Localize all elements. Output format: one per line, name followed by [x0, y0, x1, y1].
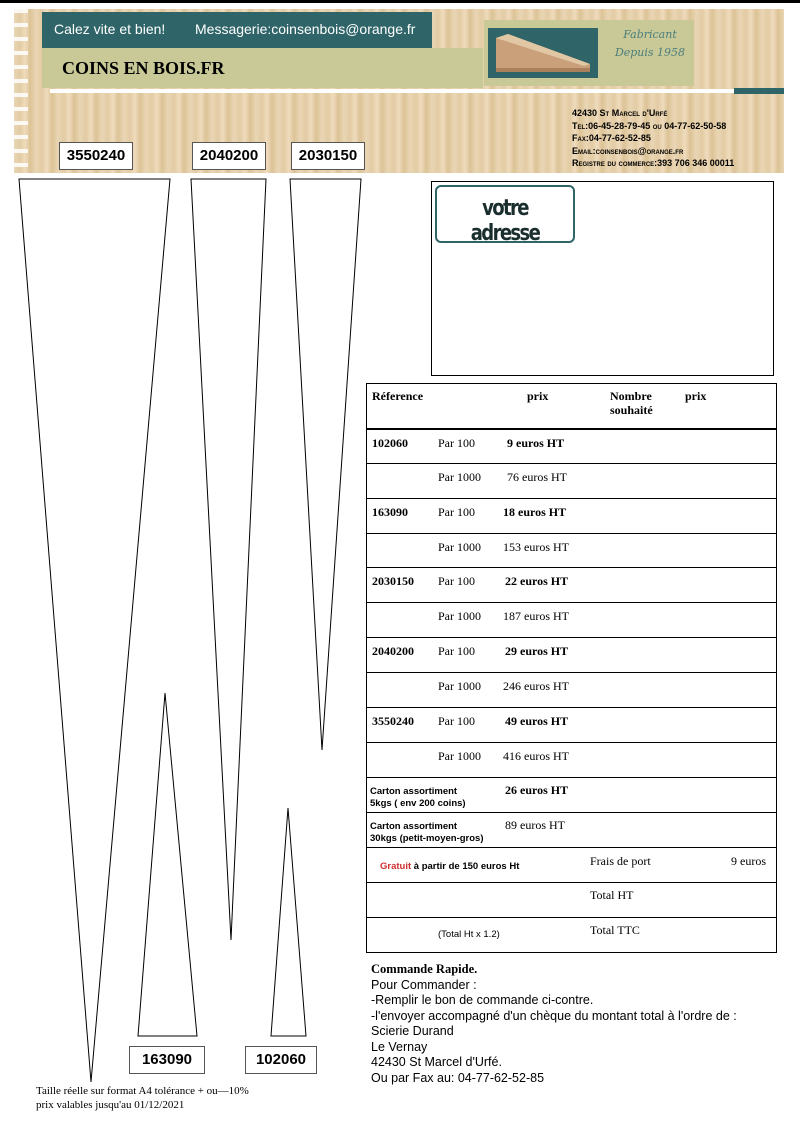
wedge-2040200 [191, 179, 266, 940]
total-ht-row [367, 882, 776, 902]
carton-small-label [370, 786, 466, 810]
row-qty: Par 1000 [438, 679, 481, 693]
wedge-2030150 [290, 179, 361, 750]
address-badge [435, 185, 575, 246]
header-prix: prix [527, 389, 549, 403]
row-ref: 3550240 [372, 714, 414, 728]
email-link[interactable]: Messagerie:coinsenbois@orange.fr [195, 21, 416, 37]
instruction-line: Le Vernay [371, 1039, 428, 1054]
instruction-line: Pour Commander : [371, 977, 477, 992]
table-row[interactable] [367, 672, 776, 693]
total-ttc-label: Total TTC [590, 923, 640, 937]
table-row[interactable] [367, 463, 776, 484]
contact-address: 42430 St Marcel d'Urfé [572, 108, 668, 118]
row-qty: Par 100 [438, 574, 475, 588]
carton-large-label-2: 30kgs (petit-moyen-gros) [370, 833, 484, 844]
row-qty: Par 1000 [438, 470, 481, 484]
contact-fax: Fax:04-77-62-52-85 [572, 133, 651, 143]
price-validity-note: prix valables jusqu'au 01/12/2021 [36, 1099, 185, 1111]
carton-small-label-1: Carton assortiment [370, 786, 458, 797]
carton-large-row[interactable] [367, 812, 776, 847]
row-qty: Par 1000 [438, 540, 481, 554]
row-qty: Par 100 [438, 714, 475, 728]
table-row[interactable] [367, 533, 776, 554]
shipping-label: Frais de port [590, 854, 651, 868]
header-prix-total: prix [685, 389, 707, 403]
row-ref: 163090 [372, 505, 408, 519]
row-qty: Par 1000 [438, 749, 481, 763]
row-price: 76 euros HT [507, 470, 567, 484]
instruction-line: Ou par Fax au: 04-77-62-52-85 [371, 1070, 545, 1085]
wedge-label-2040200: 2040200 [192, 142, 266, 170]
shipping-value: 9 euros [731, 854, 766, 868]
instruction-line: -l'envoyer accompagné d'un chèque du montant total à l'ordre de : [371, 1008, 737, 1023]
table-row[interactable] [367, 567, 776, 588]
row-qty: Par 100 [438, 436, 475, 450]
row-qty: Par 1000 [438, 609, 481, 623]
shipping-row [367, 847, 776, 872]
instruction-line: 42430 St Marcel d'Urfé. [371, 1055, 502, 1069]
wedge-label-102060: 102060 [245, 1046, 317, 1074]
carton-large-price: 89 euros HT [505, 818, 565, 832]
row-price: 18 euros HT [503, 505, 567, 519]
depuis-text: Depuis 1958 [614, 46, 686, 59]
contact-tel: Tel:06-45-28-79-45 ou 04-77-62-50-58 [572, 120, 727, 131]
table-row[interactable] [367, 707, 776, 728]
total-ht-label: Total HT [590, 888, 634, 902]
carton-small-label-2: 5kgs ( env 200 coins) [370, 798, 466, 809]
row-price: 9 euros HT [507, 436, 565, 450]
order-instructions [371, 962, 737, 1086]
carton-small-row[interactable] [367, 777, 776, 812]
header-nombre: Nombre souhaité [610, 389, 653, 417]
carton-large-label-1: Carton assortiment [370, 821, 458, 832]
free-shipping-note [380, 861, 519, 872]
wedge-102060 [271, 808, 306, 1036]
row-price: 29 euros HT [505, 644, 569, 658]
table-row[interactable] [367, 498, 776, 519]
total-ttc-row [367, 917, 776, 940]
wedge-label-163090: 163090 [129, 1046, 205, 1074]
row-price: 187 euros HT [503, 609, 569, 623]
ttc-formula-note: (Total Ht x 1.2) [438, 929, 500, 940]
order-instructions-title: Commande Rapide. [371, 962, 478, 976]
contact-email: Email:coinsenbois@orange.fr [572, 145, 684, 156]
table-row[interactable] [367, 602, 776, 623]
order-form-table [366, 383, 777, 953]
wedge-163090 [138, 693, 197, 1036]
row-ref: 2040200 [372, 644, 414, 658]
table-row[interactable] [367, 742, 776, 763]
table-row[interactable] [367, 428, 776, 450]
carton-small-price: 26 euros HT [505, 783, 569, 797]
brand-name: COINS EN BOIS.FR [62, 58, 225, 78]
row-qty: Par 100 [438, 644, 475, 658]
wedge-3550240 [19, 179, 170, 1082]
fabricant-text: Fabricant [623, 28, 677, 41]
row-price: 22 euros HT [505, 574, 569, 588]
row-ref: 102060 [372, 436, 408, 450]
size-tolerance-note: Taille réelle sur format A4 tolérance + ou—10% [36, 1085, 249, 1097]
slogan: Calez vite et bien! [54, 21, 166, 37]
row-qty: Par 100 [438, 505, 475, 519]
row-price: 246 euros HT [503, 679, 569, 693]
row-price: 49 euros HT [505, 714, 569, 728]
row-ref: 2030150 [372, 574, 414, 588]
header-reference: Réference [372, 389, 424, 403]
footer-notes [36, 1084, 249, 1112]
instruction-line: -Remplir le bon de commande ci-contre. [371, 993, 594, 1007]
free-shipping-threshold: à partir de 150 euros Ht [413, 861, 520, 872]
table-row[interactable] [367, 637, 776, 658]
wedge-label-3550240: 3550240 [59, 142, 133, 170]
row-price: 416 euros HT [503, 749, 569, 763]
gratuit-text: Gratuit [380, 861, 412, 872]
address-title: votre adresse [470, 196, 540, 246]
contact-registre: Registre du commerce:393 706 346 00011 [572, 158, 735, 168]
wedge-label-2030150: 2030150 [291, 142, 365, 170]
carton-large-label [370, 821, 484, 845]
row-price: 153 euros HT [503, 540, 569, 554]
instruction-line: Scierie Durand [371, 1024, 454, 1038]
